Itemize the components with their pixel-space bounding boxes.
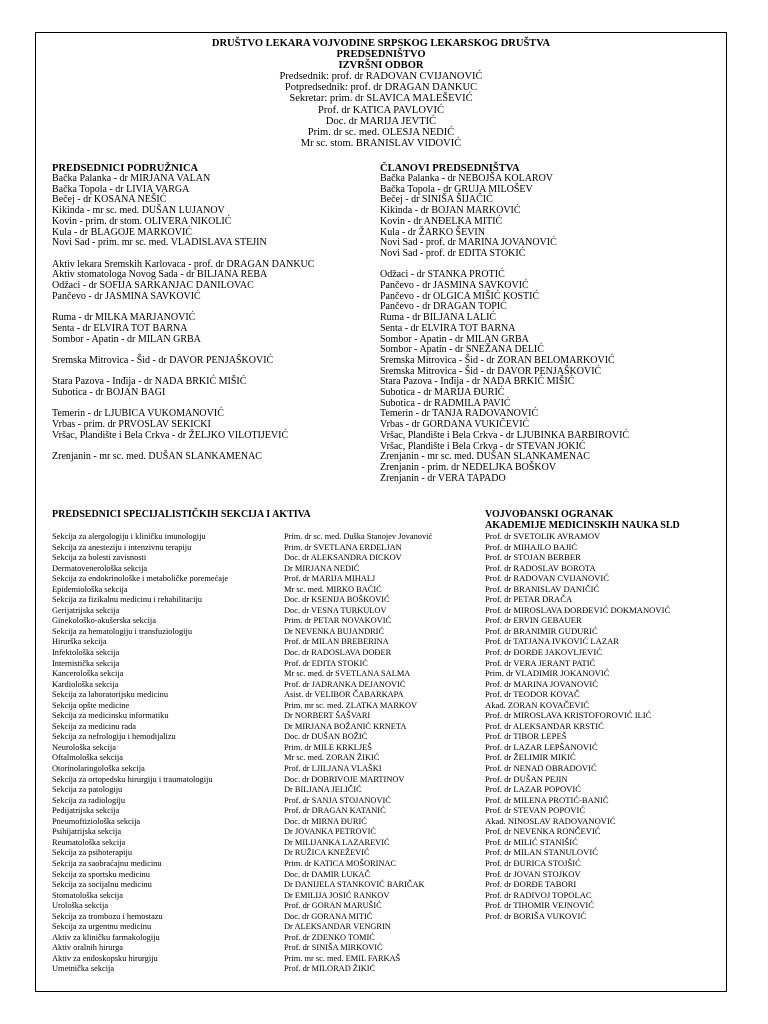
branch-president-line: Pančevo - dr JASMINA SAVKOVIĆ — [52, 290, 201, 302]
presidency-member-line: Bačka Topola - dr GRUJA MILOŠEV — [380, 183, 533, 195]
presidency-member-line: Sremska Mitrovica - Šid - dr ZORAN BELOMARKOVIĆ — [380, 354, 615, 366]
academy-member-line: Prof. dr ĐORĐE JAKOVLJEVIĆ — [485, 647, 602, 658]
presidency-member-line: Pančevo - dr OLGICA MIŠIĆ KOSTIĆ — [380, 290, 540, 302]
section-name: Sekcija za alergologiju i kliničku imunologiju — [52, 532, 206, 541]
academy-member-line: Prof. dr BORIŠA VUKOVIĆ — [485, 910, 587, 921]
section-row — [52, 648, 482, 659]
academy-member-line: Prof. dr STEVAN POPOVIĆ — [485, 805, 586, 816]
academy-member-line: Prof. dr VERA JERANT PATIĆ — [485, 657, 596, 668]
section-row — [52, 848, 482, 859]
branch-president-line: Aktiv stomatologa Novog Sada - dr BILJANA REBA — [52, 269, 268, 281]
branch-president-line: Senta - dr ELVIRA TOT BARNA — [52, 322, 188, 334]
presidency-member-line: Ruma - dr BILJANA LALIĆ — [380, 312, 497, 324]
section-row — [52, 669, 482, 680]
academy-member-line: Prof. dr ALEKSANDAR KRSTIĆ — [485, 720, 604, 731]
section-name: Sekcija za socijalnu medicinu — [52, 880, 152, 890]
section-president: Doc. dr KSENIJA BOŠKOVIĆ — [284, 595, 390, 605]
section-president: Prof. dr EDITA STOKIĆ — [284, 658, 368, 668]
section-president: Doc. dr DUŠAN BOŽIĆ — [284, 732, 368, 742]
section-name: Pneumoftiziološka sekcija — [52, 816, 141, 826]
sections-block — [52, 509, 482, 975]
presidency-member-line: Novi Sad - prof. dr EDITA STOKIĆ — [380, 247, 526, 259]
academy-member-line: Prof. dr BRANISLAV DANIČIĆ — [485, 583, 600, 594]
section-president: Prof. dr SINIŠA MIRKOVIĆ — [284, 943, 383, 953]
section-name: Ginekološko-akušerska sekcija — [52, 616, 156, 626]
academy-member-line: Prof. dr ĐORĐE TABORI — [485, 879, 577, 890]
section-president: Doc. dr DOBRIVOJE MARTINOV — [284, 774, 405, 784]
branch-president-line: Odžaci - dr SOFIJA SARKANJAC DANILOVAC — [52, 280, 254, 292]
section-name: Reumatološka sekcija — [52, 837, 126, 847]
branch-president-line: Kovin - prim. dr stom. OLIVERA NIKOLIĆ — [52, 215, 232, 227]
section-name: Sekcija za trombozu i hemostazu — [52, 911, 163, 921]
board-member-line: Predsednik: prof. dr RADOVAN CVIJANOVIĆ — [279, 71, 483, 82]
section-name: Umetnička sekcija — [52, 964, 115, 974]
academy-block — [485, 509, 723, 921]
academy-member-line: Prof. dr MILAN STANULOVIĆ — [485, 847, 598, 858]
branch-president-line: Bečej - dr KOSANA NEŠIĆ — [52, 194, 167, 206]
section-row — [52, 753, 482, 764]
section-row — [52, 574, 482, 585]
branch-president-line: Stara Pazova - Inđija - dr NADA BRKIĆ MIŠIĆ — [52, 376, 247, 388]
section-name: Urološka sekcija — [52, 901, 109, 911]
section-president: Prim. dr SVETLANA ERDELJAN — [284, 542, 402, 552]
presidency-member-line: Kikinda - dr BOJAN MARKOVIĆ — [380, 205, 521, 217]
branch-president-line: Kikinda - mr sc. med. DUŠAN LUJANOV — [52, 205, 225, 217]
section-president: Dr DANIJELA STANKOVIĆ BARIČAK — [284, 880, 425, 890]
presidency-member-line: Zrenjanin - prim. dr NEDELJKA BOŠKOV — [380, 461, 557, 473]
section-name: Dermatovenerološka sekcija — [52, 563, 148, 573]
section-name: Pedijatrijska sekcija — [52, 806, 120, 816]
section-name: Sekcija za patologiju — [52, 785, 123, 795]
sections-table — [52, 532, 482, 975]
academy-member-line: Prof. dr ŽELIMIR MIKIĆ — [485, 752, 576, 763]
board-member-line: Prim. dr sc. med. OLESJA NEDIĆ — [307, 127, 455, 139]
academy-members-list — [485, 531, 723, 921]
section-name: Stomatološka sekcija — [52, 890, 123, 900]
section-row — [52, 532, 482, 543]
section-row — [52, 722, 482, 733]
academy-member-line: Prof. dr ERVIN GEBAUER — [485, 615, 582, 626]
section-row — [52, 711, 482, 722]
academy-member-line: Prof. dr PETAR DRAČA — [485, 594, 573, 605]
academy-member-line: Prof. dr TIBOR LEPEŠ — [485, 731, 567, 742]
section-row — [52, 827, 482, 838]
section-name: Sekcija opšte medicine — [52, 700, 130, 710]
section-name: Sekcija za radiologiju — [52, 795, 126, 805]
section-row — [52, 606, 482, 617]
section-president: Prim. dr KATICA MOŠORINAC — [284, 858, 397, 868]
section-president: Dr NEVENKA BUJANDRIĆ — [284, 626, 385, 636]
presidency-member-line: Sremska Mitrovica - Šid - dr DAVOR PENJAŠKOVIĆ — [380, 365, 602, 377]
executive-board-title: IZVRŠNI ODBOR — [338, 60, 424, 71]
section-row — [52, 912, 482, 923]
section-name: Kancerološka sekcija — [52, 669, 124, 679]
section-president: Prim. mr sc. med. ZLATKA MARKOV — [284, 700, 418, 710]
branch-presidents-heading: PREDSEDNICI PODRUŽNICA — [52, 163, 199, 174]
presidency-member-line: Kula - dr ŽARKO ŠEVIN — [380, 226, 485, 238]
section-row — [52, 627, 482, 638]
presidency-member-line: Kovin - dr ANĐELKA MITIĆ — [380, 215, 503, 227]
section-president: Prim. dr MILE KRKLJEŠ — [284, 742, 372, 752]
section-row — [52, 764, 482, 775]
section-president: Prof. dr DRAGAN KATANIĆ — [284, 806, 386, 816]
section-row — [52, 922, 482, 933]
section-name: Kardiološka sekcija — [52, 679, 119, 689]
academy-member-line: Prof. dr TATJANA IVKOVIĆ LAZAR — [485, 636, 620, 647]
presidency-member-line: Novi Sad - prof. dr MARINA JOVANOVIĆ — [380, 237, 557, 249]
section-president: Prim. mr sc. med. EMIL FARKAŠ — [284, 953, 401, 963]
academy-member-line: Prof. dr MIHAJLO BAJIĆ — [485, 541, 578, 552]
section-president: Prof. dr GORAN MARUŠIĆ — [284, 901, 382, 911]
presidency-member-line: Subotica - dr MARIJA ĐURIĆ — [380, 387, 505, 399]
section-row — [52, 616, 482, 627]
presidency-member-line: Vršac, Plandište i Bela Crkva - dr STEVAN JOKIĆ — [380, 440, 586, 452]
section-name: Sekcija za anesteziju i intenzivnu terapiju — [52, 542, 192, 552]
board-member-line: Prof. dr KATICA PAVLOVIĆ — [317, 104, 444, 116]
sections-heading: PREDSEDNICI SPECIJALISTIČKIH SEKCIJA I AKTIVA — [52, 509, 311, 520]
presidency-title: PREDSEDNIŠTVO — [336, 49, 426, 60]
section-name: Sekcija za saobraćajnu medicinu — [52, 858, 162, 868]
section-name: Aktiv za kliničku farmakologiju — [52, 932, 160, 942]
academy-member-line: Prof. dr RADOSLAV BOROTA — [485, 562, 596, 573]
section-row — [52, 553, 482, 564]
branch-president-line: Vršac, Plandište i Bela Crkva - dr ŽELJKO VILOTIJEVIĆ — [52, 429, 289, 441]
section-name: Internistička sekcija — [52, 658, 120, 668]
academy-member-line: Prof. dr LAZAR POPOVIĆ — [485, 784, 581, 795]
section-row — [52, 859, 482, 870]
section-name: Sekcija za urgentnu medicinu — [52, 922, 152, 932]
academy-member-line: Prof. dr STOJAN BERBER — [485, 552, 581, 563]
academy-member-line: Prof. dr NENAD OBRADOVIĆ — [485, 763, 597, 774]
academy-member-line: Prof. dr RADOVAN CVIJANOVIĆ — [485, 573, 609, 584]
section-row — [52, 732, 482, 743]
section-row — [52, 775, 482, 786]
section-row — [52, 796, 482, 807]
presidency-member-line: Zrenjanin - mr sc. med. DUŠAN SLANKAMENAC — [380, 451, 590, 463]
presidency-member-line: Pančevo - dr JASMINA SAVKOVIĆ — [380, 280, 529, 292]
section-president: Prim. dr PETAR NOVAKOVIĆ — [284, 616, 392, 626]
section-row — [52, 690, 482, 701]
presidency-members-heading: ČLANOVI PREDSEDNIŠTVA — [380, 163, 520, 174]
academy-member-line: Prof. dr MILENA PROTIĆ-BANIĆ — [485, 794, 609, 805]
presidency-member-line: Bečej - dr SINIŠA ŠIJAČIĆ — [380, 194, 493, 206]
branch-president-line: Aktiv lekara Sremskih Karlovaca - prof. dr DRAGAN DANKUC — [52, 258, 315, 270]
presidency-member-line: Bačka Palanka - dr NEBOJŠA KOLAROV — [380, 173, 554, 184]
branch-president-line: Zrenjanin - mr sc. med. DUŠAN SLANKAMENAC — [52, 451, 262, 463]
section-name: Gerijatrijska sekcija — [52, 605, 120, 615]
section-name: Sekcija za laboratorijsku medicinu — [52, 690, 169, 700]
document-frame — [35, 32, 727, 992]
academy-member-line: Akad. ZORAN KOVAČEVIĆ — [485, 699, 590, 710]
section-name: Aktiv za endoskopsku hirurgiju — [52, 953, 158, 963]
board-member-line: Doc. dr MARIJA JEVTIĆ — [325, 115, 437, 127]
section-president: Dr MIRJANA BOŽANIĆ KRNETA — [284, 721, 407, 731]
section-president: Mr sc. med. ZORAN ŽIKIĆ — [284, 753, 380, 763]
branch-president-line: Bačka Palanka - dr MIRJANA VALAN — [52, 173, 211, 184]
section-row — [52, 964, 482, 975]
section-president: Prof. dr MARIJA MIHALJ — [284, 574, 376, 584]
section-name: Infektološka sekcija — [52, 648, 120, 658]
section-row — [52, 564, 482, 575]
section-row — [52, 743, 482, 754]
section-row — [52, 817, 482, 828]
academy-member-line: Prof. dr ĐURICA STOJŠIĆ — [485, 857, 581, 868]
section-row — [52, 701, 482, 712]
branch-president-line: Novi Sad - prim. mr sc. med. VLADISLAVA STEJIN — [52, 237, 267, 249]
section-name: Sekcija za endokrinološke i metaboličke poremećaje — [52, 574, 229, 584]
section-name: Psihijatrijska sekcija — [52, 827, 122, 837]
section-name: Sekcija za psihoterapiju — [52, 848, 133, 858]
section-name: Sekcija za medicinu rada — [52, 721, 136, 731]
section-row — [52, 543, 482, 554]
board-member-line: Sekretar: prim. dr SLAVICA MALEŠEVIĆ — [289, 93, 473, 105]
section-president: Asist. dr VELIBOR ČABARKAPA — [284, 690, 404, 700]
section-president: Prim. dr sc. med. Duška Stanojev Jovanović — [284, 532, 433, 541]
section-name: Oftalmološka sekcija — [52, 753, 123, 763]
section-president: Doc. dr MIRNA ĐURIĆ — [284, 816, 367, 826]
academy-member-line: Prof. dr NEVENKA RONČEVIĆ — [485, 826, 601, 837]
branch-president-line: Sombor - Apatin - dr MILAN GRBA — [52, 333, 201, 345]
section-president: Dr MIRJANA NEDIĆ — [284, 563, 360, 573]
section-president: Prof. dr MILORAD ŽIKIĆ — [284, 964, 376, 974]
presidency-member-line: Odžaci - dr STANKA PROTIĆ — [380, 269, 505, 281]
academy-member-line: Prof. dr DUŠAN PEJIN — [485, 773, 568, 784]
presidency-member-line: Temerin - dr TANJA RADOVANOVIĆ — [380, 408, 539, 420]
section-president: Doc. dr DAMIR LUKAČ — [284, 869, 371, 879]
branch-president-line: Ruma - dr MILKA MARJANOVIĆ — [52, 312, 196, 324]
board-member-line: Potpredsednik: prof. dr DRAGAN DANKUC — [284, 82, 478, 94]
academy-heading-line1: VOJVOĐANSKI OGRANAK — [485, 509, 614, 520]
academy-member-line: Prof. dr LAZAR LEPŠANOVIĆ — [485, 741, 598, 752]
presidency-member-line: Vršac, Plandište i Bela Crkva - dr LJUBINKA BARBIROVIĆ — [380, 429, 630, 441]
section-president: Doc. dr GORANA MITIĆ — [284, 911, 373, 921]
section-row — [52, 595, 482, 606]
board-member-line: Mr sc. stom. BRANISLAV VIDOVIĆ — [300, 138, 462, 150]
section-name: Sekcija za bolesti zavisnosti — [52, 553, 147, 563]
branch-president-line: Bačka Topola - dr LIVIA VARGA — [52, 183, 190, 195]
academy-member-line: Akad. NINOSLAV RADOVANOVIĆ — [485, 815, 616, 826]
section-name: Sekcija za fizikalnu medicinu i rehabilitaciju — [52, 595, 202, 605]
presidency-member-line: Sombor - Apatin - dr MILAN GRBA — [380, 333, 529, 345]
section-row — [52, 806, 482, 817]
section-row — [52, 954, 482, 965]
presidency-member-line: Sombor - Apatin - dr SNEŽANA DELIĆ — [380, 344, 544, 356]
section-president: Doc. dr VESNA TURKULOV — [284, 605, 387, 615]
section-president: Mr sc. med. dr SVETLANA SALMA — [284, 669, 411, 679]
section-president: Doc. dr RADOSLAVA DOĐER — [284, 648, 392, 658]
section-row — [52, 838, 482, 849]
section-president: Mr sc. med. MIRKO BAĆIĆ — [284, 584, 382, 594]
branch-presidents-list — [52, 174, 372, 463]
section-row — [52, 680, 482, 691]
section-name: Sekcija za hematologiju i transfuziologiju — [52, 626, 193, 636]
section-row — [52, 880, 482, 891]
branch-president-line: Vrbas - prim. dr PRVOSLAV SEKICKI — [52, 419, 211, 431]
section-name: Aktiv oralnih hirurga — [52, 943, 124, 953]
section-row — [52, 637, 482, 648]
section-president: Prof. dr JADRANKA DEJANOVIĆ — [284, 679, 406, 689]
section-name: Sekcija za nefrologiju i hemodijalizu — [52, 732, 176, 742]
branch-president-line: Temerin - dr LJUBICA VUKOMANOVIĆ — [52, 408, 224, 420]
section-name: Sekcija za ortopedsku hirurgiju i traumatologiju — [52, 774, 213, 784]
section-row — [52, 901, 482, 912]
section-president: Dr ALEKSANDAR VENGRIN — [284, 922, 391, 932]
section-president: Dr NORBERT ŠAŠVARI — [284, 711, 371, 721]
section-name: Neurološka sekcija — [52, 742, 116, 752]
section-president: Prof. dr SANJA STOJANOVIĆ — [284, 795, 391, 805]
section-row — [52, 585, 482, 596]
section-row — [52, 785, 482, 796]
section-name: Epidemiološka sekcija — [52, 584, 128, 594]
section-president: Doc. dr ALEKSANDRA DICKOV — [284, 553, 402, 563]
section-name: Sekcija za medicinsku informatiku — [52, 711, 169, 721]
presidency-members-list — [380, 174, 720, 484]
academy-member-line: Prof. dr SVETOLIK AVRAMOV — [485, 531, 601, 541]
section-row — [52, 943, 482, 954]
presidency-member-line: Pančevo - dr DRAGAN TOPIĆ — [380, 301, 507, 313]
branch-president-line: Subotica - dr BOJAN BAGI — [52, 387, 166, 398]
presidency-member-line: Zrenjanin - dr VERA TAPADO — [380, 472, 506, 484]
presidency-member-line: Vrbas - dr GORDANA VUKIČEVIĆ — [380, 419, 530, 431]
section-row — [52, 891, 482, 902]
section-president: Dr RUŽICA KNEŽEVIĆ — [284, 848, 370, 858]
academy-member-line: Prim. dr VLADIMIR JOKANOVIĆ — [485, 668, 610, 679]
branch-presidents-column — [52, 163, 372, 463]
section-president: Prof. dr MILAN BREBERINA — [284, 637, 389, 647]
society-title: DRUŠTVO LEKARA VOJVODINE SRPSKOG LEKARSKOG DRUŠTVA — [211, 38, 551, 49]
presidency-member-line: Stara Pazova - Inđija - dr NADA BRKIĆ MIŠIĆ — [380, 376, 575, 388]
section-name: Sekcija za sportsku medicinu — [52, 869, 150, 879]
presidency-member-line: Senta - dr ELVIRA TOT BARNA — [380, 322, 516, 334]
section-president: Dr JOVANKA PETROVIĆ — [284, 827, 376, 837]
spacer — [52, 249, 372, 260]
section-president: Dr MILIJANKA LAZAREVIĆ — [284, 837, 390, 847]
section-president: Dr EMILIJA JOSIĆ RANKOV — [284, 890, 390, 900]
section-name: Hirurška sekcija — [52, 637, 107, 647]
section-row — [52, 933, 482, 944]
academy-member-line: Prof. dr TEODOR KOVAČ — [485, 689, 580, 700]
academy-member-line: Prof. dr MILIĆ STANIŠIĆ — [485, 836, 578, 847]
branch-president-line: Sremska Mitrovica - Šid - dr DAVOR PENJAŠKOVIĆ — [52, 354, 274, 366]
branch-president-line: Kula - dr BLAGOJE MARKOVIĆ — [52, 226, 192, 238]
executive-board-list — [36, 71, 726, 149]
academy-member-line: Prof. dr MIROSLAVA KRISTOFOROVIĆ ILIĆ — [485, 710, 652, 721]
academy-member-line: Prof. dr TIHOMIR VEJNOVIĆ — [485, 900, 595, 911]
section-president: Prof. dr LJILJANA VLAŠKI — [284, 764, 382, 774]
section-row — [52, 659, 482, 670]
academy-member-line: Prof. dr RADIVOJ TOPOLAC — [485, 889, 592, 900]
academy-member-line: Prof. dr BRANIMIR GUDURIĆ — [485, 625, 598, 636]
academy-member-line: Prof. dr MIROSLAVA ĐORĐEVIĆ DOKMANOVIĆ — [485, 604, 671, 615]
academy-member-line: Prof. dr MARINA JOVANOVIĆ — [485, 678, 598, 689]
academy-heading-line2: AKADEMIJE MEDICINSKIH NAUKA SLD — [485, 520, 680, 531]
presidency-members-column — [380, 163, 720, 484]
presidency-member-line: Subotica - dr RADMILA PAVIĆ — [380, 397, 511, 409]
academy-member-line: Prof. dr JOVAN STOJKOV — [485, 868, 581, 879]
section-president: Dr BILJANA JELIČIĆ — [284, 785, 362, 795]
document-header — [36, 38, 726, 149]
section-president: Prof. dr ZDENKO TOMIĆ — [284, 932, 375, 942]
section-name: Otorinolaringološka sekcija — [52, 764, 145, 774]
section-row — [52, 870, 482, 881]
